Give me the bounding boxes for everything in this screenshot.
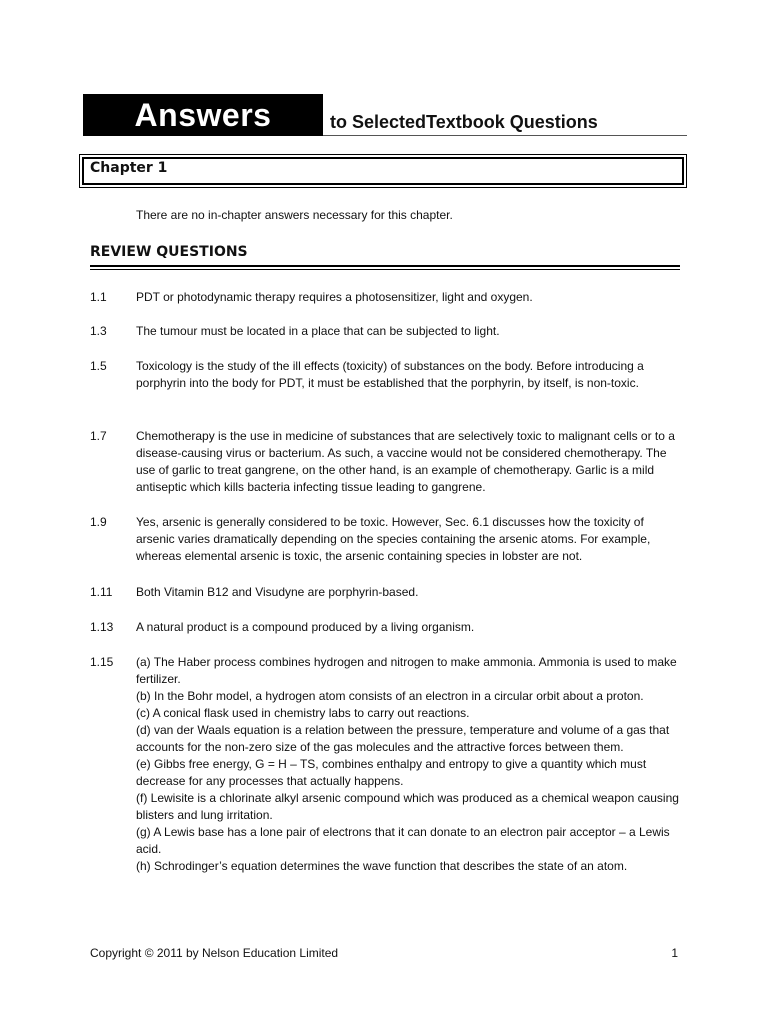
question-item-1-15 — [90, 654, 690, 875]
header-subtitle: to SelectedTextbook Questions — [330, 112, 598, 132]
answer-text — [136, 323, 684, 340]
answer-text — [136, 654, 684, 875]
header-rule — [323, 135, 687, 136]
answer-text — [136, 619, 684, 636]
question-number: 1.7 — [90, 429, 107, 443]
chapter-box-inner — [82, 157, 684, 185]
question-item-1-5 — [90, 358, 690, 392]
copyright-footer: Copyright © 2011 by Nelson Education Limited — [90, 946, 339, 960]
chapter-title: Chapter 1 — [90, 160, 168, 176]
answer-part-h: (h) Schrodinger’s equation determines the wave function that describes the state of an atom. — [136, 859, 628, 873]
question-item-1-1 — [90, 289, 690, 306]
answer-part-d: (d) van der Waals equation is a relation between the pressure, temperature and volume of a gas that accounts for the non-zero size of the gas molecules and the attractive forces between them. — [136, 723, 670, 754]
answer-part-a: (a) The Haber process combines hydrogen and nitrogen to make ammonia. Ammonia is used to make fertilizer. — [136, 655, 677, 686]
question-number: 1.1 — [90, 290, 107, 304]
question-number: 1.11 — [90, 585, 113, 599]
question-number: 1.5 — [90, 359, 107, 373]
answer-text — [136, 584, 684, 601]
page-number: 1 — [671, 946, 678, 960]
question-number: 1.3 — [90, 324, 107, 338]
answer-line: A natural product is a compound produced by a living organism. — [136, 620, 475, 634]
answer-part-b: (b) In the Bohr model, a hydrogen atom consists of an electron in a circular orbit about a proton. — [136, 689, 644, 703]
question-item-1-13 — [90, 619, 690, 636]
answer-part-f: (f) Lewisite is a chlorinate alkyl arsenic compound which was produced as a chemical weapon causing blisters and lung irritation. — [136, 791, 679, 822]
answer-line: The tumour must be located in a place that can be subjected to light. — [136, 324, 500, 338]
section-rule — [90, 265, 680, 267]
chapter-box — [79, 154, 687, 188]
question-number: 1.9 — [90, 515, 107, 529]
question-item-1-9 — [90, 514, 690, 565]
answer-text — [136, 428, 684, 496]
question-item-1-3 — [90, 323, 690, 340]
answer-line: Toxicology is the study of the ill effects (toxicity) of substances on the body. Before introducing a porphyrin into the body for PDT, it must be established that the porphyrin, by itself, is non-toxic. — [136, 359, 644, 390]
chapter-intro: There are no in-chapter answers necessary for this chapter. — [136, 208, 453, 222]
review-questions-heading: REVIEW QUESTIONS — [90, 244, 248, 260]
answer-part-c: (c) A conical flask used in chemistry labs to carry out reactions. — [136, 706, 470, 720]
question-number: 1.15 — [90, 655, 114, 669]
answers-title-block: Answers — [83, 94, 323, 136]
answer-text — [136, 289, 684, 306]
answer-part-e: (e) Gibbs free energy, G = H – TS, combines enthalpy and entropy to give a quantity which must decrease for any processes that actually happens. — [136, 757, 647, 788]
question-item-1-11 — [90, 584, 690, 601]
answer-part-g: (g) A Lewis base has a lone pair of electrons that it can donate to an electron pair acceptor – a Lewis acid. — [136, 825, 670, 856]
section-rule — [90, 269, 680, 270]
question-number: 1.13 — [90, 620, 114, 634]
answer-line: Both Vitamin B12 and Visudyne are porphyrin-based. — [136, 585, 419, 599]
answer-text — [136, 514, 684, 565]
answer-line: Chemotherapy is the use in medicine of substances that are selectively toxic to malignant cells or to a disease-causing virus or bacterium. As such, a vaccine would not be considered chemotherapy. The use of garlic to treat gangrene, on the other hand, is an example of chemotherapy. Garlic is a mild antiseptic which kills bacteria infecting tissue leading to gangrene. — [136, 429, 675, 494]
answer-text — [136, 358, 684, 392]
answer-line: PDT or photodynamic therapy requires a photosensitizer, light and oxygen. — [136, 290, 533, 304]
question-item-1-7 — [90, 428, 690, 496]
answer-line: Yes, arsenic is generally considered to be toxic. However, Sec. 6.1 discusses how the toxicity of arsenic varies dramatically depending on the species containing the arsenic atoms. For example, whereas elemental arsenic is toxic, the arsenic containing species in lobster are not. — [136, 515, 651, 563]
